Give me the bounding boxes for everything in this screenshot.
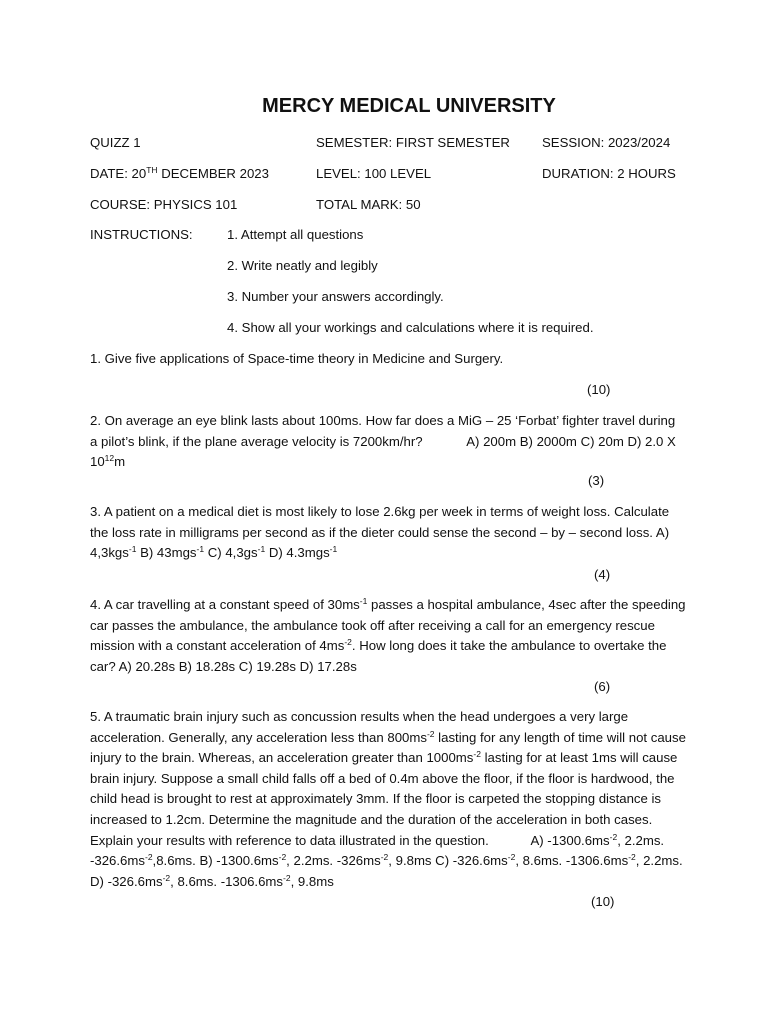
question-4-text: passes a hospital ambulance, 4sec after the speeding car passes the ambulance, the ambulance took off after receiving a call for an emergency rescue mission with a constant acceleration of 4ms: [90, 597, 686, 654]
question-5-option: , 9.8ms: [290, 873, 334, 889]
question-1-mark: (10): [587, 382, 611, 397]
question-3: [90, 502, 686, 564]
question-3-option: C) 4,3gs: [204, 545, 258, 561]
duration-label: DURATION: 2 HOURS: [542, 166, 676, 181]
date-prefix: DATE: 20: [90, 166, 147, 181]
instruction-item: 3. Number your answers accordingly.: [227, 289, 444, 304]
exponent: -1: [128, 544, 137, 555]
question-1: 1. Give five applications of Space-time theory in Medicine and Surgery.: [90, 351, 504, 366]
exponent: -2: [283, 872, 291, 883]
question-5-mark: (10): [591, 894, 615, 909]
question-3-text: 3. A patient on a medical diet is most likely to lose 2.6kg per week in terms of weight loss. Calculate the loss rate in milligrams per second as if the dieter could sense the second – by – second loss. A) 4,3kgs: [90, 504, 670, 561]
question-5-option: ,8.6ms. B) -1300.6ms: [152, 853, 279, 869]
header-row-2: [90, 164, 690, 184]
question-5-text: lasting for any length of time will not cause injury to the brain. Whereas, an acceleration greater than 1000ms: [90, 729, 686, 766]
exponent: -2: [344, 637, 352, 648]
question-4-text: 4. A car travelling at a constant speed of 30ms: [90, 597, 360, 612]
date-superscript: TH: [146, 165, 158, 175]
question-3-option: B) 43mgs: [136, 545, 197, 561]
exponent: -2: [380, 852, 389, 863]
question-2-options: A) 200m B) 2000m C) 20m D) 2.0 X 10: [90, 433, 676, 470]
semester-label: SEMESTER: FIRST SEMESTER: [316, 135, 510, 150]
question-3-option: D) 4.3mgs: [265, 545, 330, 561]
header-row-1: [90, 133, 690, 153]
exponent: -2: [507, 852, 516, 863]
question-5: [90, 707, 686, 892]
question-5-option: , 2.2ms. -326.6ms: [90, 832, 665, 869]
question-2-text: 2. On average an eye blink lasts about 100ms. How far does a MiG – 25 ‘Forbat’ fighter travel during a pilot’s blink, if the plane average velocity is 7200km/hr?: [90, 413, 676, 449]
question-5-text: lasting for at least 1ms will cause brain injury. Suppose a small child falls off a bed of 0.4m above the floor, if the floor is hardwood, the child head is brought to rest at approximately 3mm. If the floor is carpeted the stopping distance is increased to 1.2cm. Determine the magnitude and the duration of the acceleration in both cases. Explain your results with reference to data illustrated in the question.: [90, 750, 678, 848]
exponent: -2: [426, 728, 435, 739]
total-mark-label: TOTAL MARK: 50: [316, 197, 421, 212]
question-5-option: , 9.8ms C) -326.6ms: [388, 853, 508, 869]
session-label: SESSION: 2023/2024: [542, 135, 671, 150]
exponent: -1: [257, 544, 266, 555]
question-5-option: A) -1300.6ms: [530, 832, 610, 848]
question-4: [90, 595, 686, 677]
quiz-label: QUIZZ 1: [90, 135, 141, 150]
exponent: -2: [473, 749, 481, 760]
question-5-option: , 2.2ms. D) -326.6ms: [90, 853, 683, 889]
question-4-mark: (6): [594, 679, 611, 694]
instruction-item: 2. Write neatly and legibly: [227, 258, 378, 273]
instruction-item: 1. Attempt all questions: [227, 227, 364, 242]
exponent: -1: [196, 544, 205, 555]
question-5-text: 5. A traumatic brain injury such as concussion results when the head undergoes a very large acceleration. Generally, any acceleration less than 800ms: [90, 709, 629, 745]
exponent: -2: [162, 872, 171, 883]
level-label: LEVEL: 100 LEVEL: [316, 166, 432, 181]
question-3-mark: (4): [594, 567, 611, 582]
exponent: -2: [278, 852, 287, 863]
question-5-option: , 2.2ms. -326ms: [286, 853, 381, 869]
instruction-item: 4. Show all your workings and calculations where it is required.: [227, 320, 594, 335]
date-label: [90, 164, 269, 184]
question-5-option: , 8.6ms. -1306.6ms: [515, 853, 629, 869]
exponent: -1: [329, 544, 338, 555]
header-row-3: [90, 195, 690, 215]
exponent: 12: [104, 453, 115, 464]
exponent: -1: [359, 596, 368, 606]
question-2: [90, 411, 686, 473]
exponent: -2: [144, 852, 153, 863]
university-title: MERCY MEDICAL UNIVERSITY: [262, 95, 556, 117]
date-suffix: DECEMBER 2023: [157, 166, 269, 181]
question-5-option: , 8.6ms. -1306.6ms: [170, 873, 283, 889]
exponent: -2: [628, 852, 636, 863]
instructions-label: INSTRUCTIONS:: [90, 227, 193, 242]
question-4-text: . How long does it take the ambulance to overtake the car? A) 20.28s B) 18.28s C) 19.28s D) 17.28s: [90, 638, 667, 674]
course-label: COURSE: PHYSICS 101: [90, 197, 238, 212]
exponent: -2: [609, 831, 618, 842]
question-2-unit: m: [114, 454, 126, 470]
question-2-mark: (3): [588, 473, 605, 488]
